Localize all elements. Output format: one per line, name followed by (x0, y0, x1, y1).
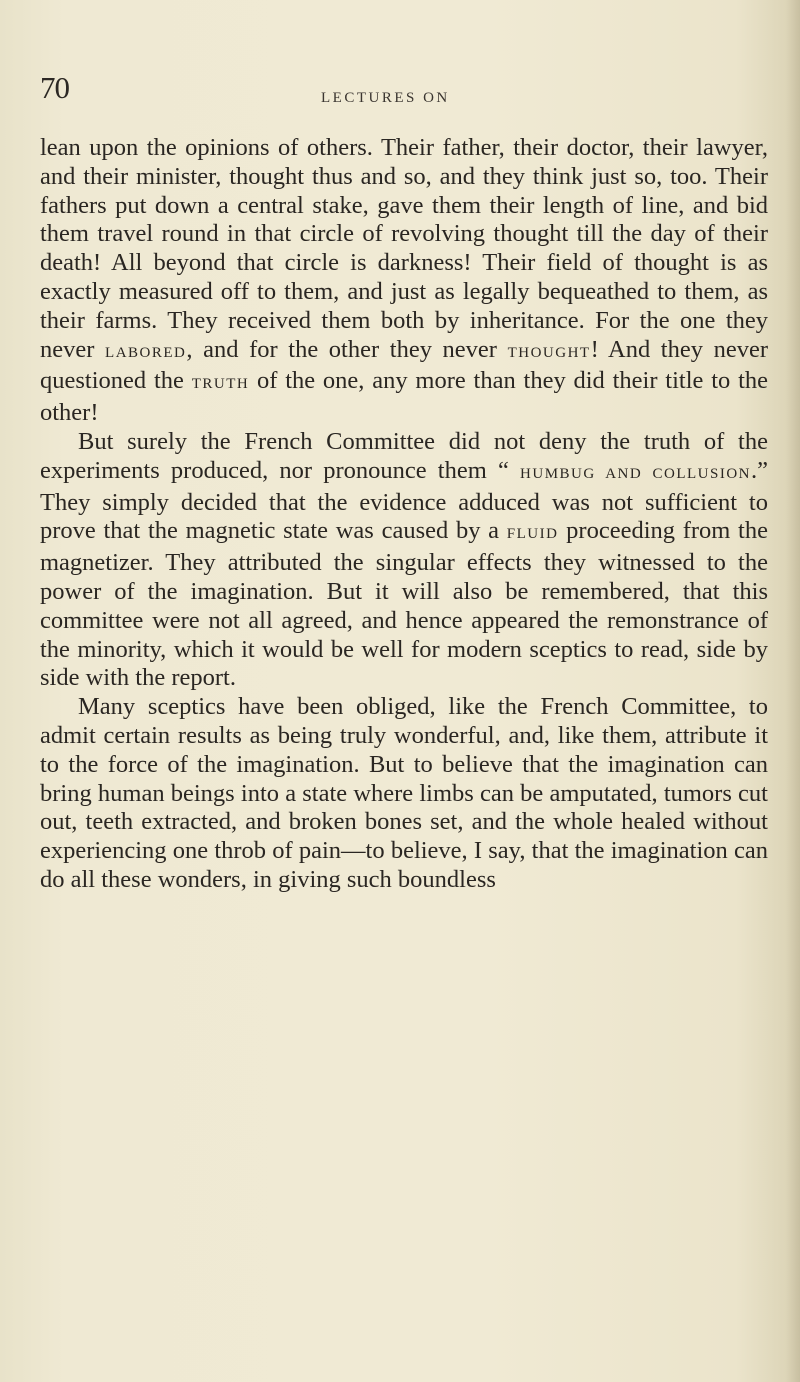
page-number: 70 (40, 70, 69, 105)
running-head: LECTURES ON (321, 90, 450, 106)
paragraph-1: lean upon the opinions of others. Their father, their doctor, their lawyer, and their minister, thought thus and so, and they think just so, too. Their fathers put down a central stake, gave them their length of line, and bid them travel round in that circle of revolving thought till the day of their death! All beyond that circle is darkness! Their field of thought is as exactly measured off to them, and just as legally bequeathed to them, as their farms. They received them both by inheritance. For the one they never LABORED, and for the other they never THOUGHT! And they never questioned the TRUTH of the one, any more than they did their title to the other! (40, 134, 768, 427)
paragraph-2: But surely the French Committee did not deny the truth of the experiments produced, nor pronounce them “ HUMBUG AND COLLUSION.” They simply decided that the evidence adduced was not sufficient to prove that the magnetic state was caused by a FLUID proceeding from the magnetizer. They attributed the singular effects they witnessed to the power of the imagination. But it will also be remembered, that this committee were not all agreed, and hence appeared the remonstrance of the minority, which it would be well for modern sceptics to read, side by side with the report. (40, 427, 768, 692)
page-edge-shadow (786, 0, 800, 1382)
small-caps-fluid: FLUID (506, 526, 559, 543)
small-caps-labored: LABORED (105, 344, 187, 361)
body-text (40, 134, 768, 895)
small-caps-truth: TRUTH (191, 376, 250, 393)
small-caps-humbug: HUMBUG AND COLLUSION (520, 465, 751, 482)
paragraph-3: Many sceptics have been obliged, like the French Committee, to admit certain results as being truly wonderful, and, like them, attribute it to the force of the imagination. But to believe that the imagination can bring human beings into a state where limbs can be amputated, tumors cut out, teeth extracted, and broken bones set, and the whole healed without experiencing one throb of pain—to believe, I say, that the imagination can do all these wonders, in giving such boundless (40, 693, 768, 893)
small-caps-thought: THOUGHT (507, 344, 591, 361)
